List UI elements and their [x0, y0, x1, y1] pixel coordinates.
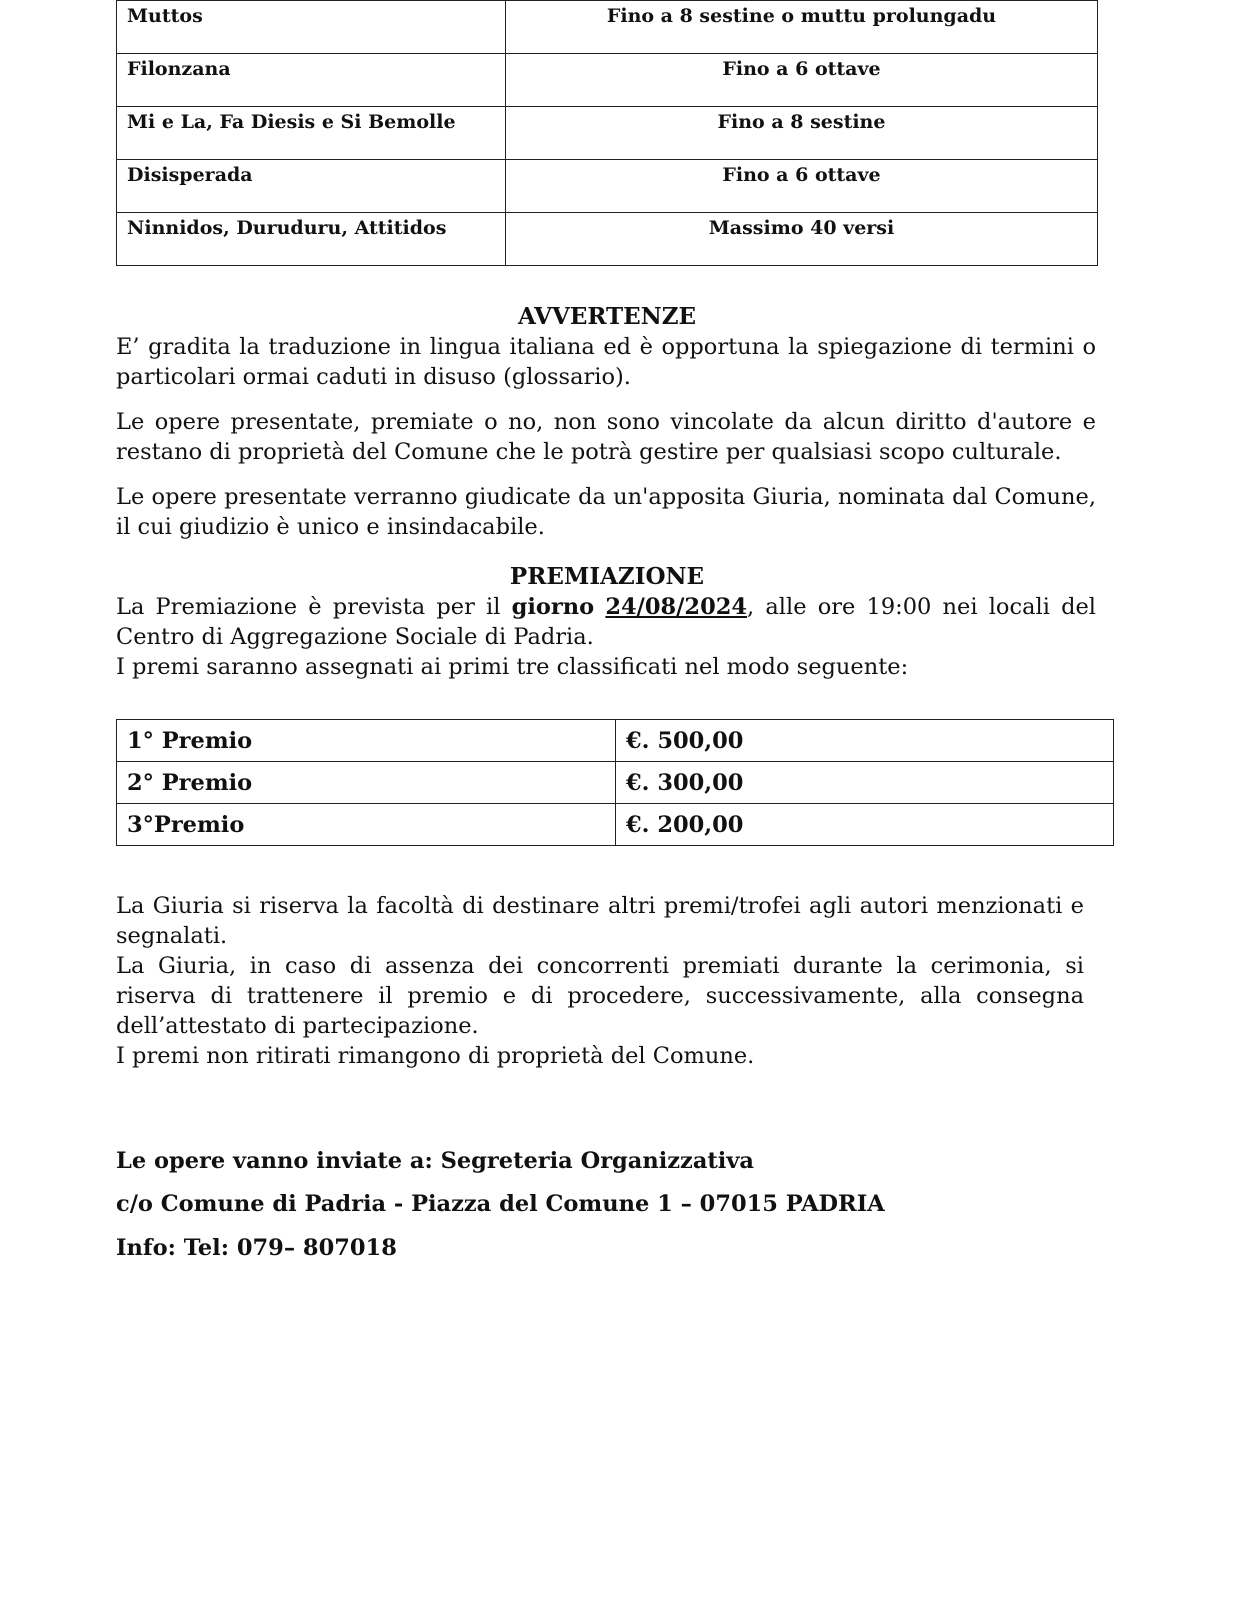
form-name-cell: Filonzana: [117, 54, 506, 107]
table-row: [117, 804, 1114, 846]
giuria-paragraph-3: I premi non ritirati rimangono di proprietà del Comune.: [116, 1043, 755, 1069]
premiazione-assign-line: I premi saranno assegnati ai primi tre classificati nel modo seguente:: [116, 654, 909, 680]
premiazione-intro-start: La Premiazione è prevista per il: [116, 594, 512, 620]
premiazione-heading: PREMIAZIONE: [509, 563, 705, 590]
premiazione-intro-end: , alle ore 19:00 nei locali del Centro di Aggregazione Sociale di Padria.: [116, 594, 1096, 650]
avvertenze-paragraph-2: Le opere presentate, premiate o no, non sono vincolate da alcun diritto d'autore e restano di proprietà del Comune che le potrà gestire per qualsiasi scopo culturale.: [116, 409, 1096, 465]
form-name-cell: Disisperada: [117, 160, 506, 213]
avvertenze-heading: AVVERTENZE: [517, 303, 697, 330]
table-row: [117, 720, 1114, 762]
avvertenze-paragraph-1: E’ gradita la traduzione in lingua italiana ed è opportuna la spiegazione di termini o particolari ormai caduti in disuso (glossario).: [116, 334, 1096, 390]
prize-amount-cell: €. 200,00: [616, 804, 1114, 846]
form-name-cell: Ninnidos, Duruduru, Attitidos: [117, 213, 506, 266]
giuria-paragraph-1: La Giuria si riserva la facoltà di destinare altri premi/trofei agli autori menzionati e segnalati.: [116, 893, 1084, 949]
contact-phone: Info: Tel: 079– 807018: [116, 1235, 397, 1261]
giuria-paragraph-2: La Giuria, in caso di assenza dei concorrenti premiati durante la cerimonia, si riserva di trattenere il premio e di procedere, successivamente, alla consegna dell’attestato di partecipazione.: [116, 953, 1084, 1039]
forms-table: [116, 0, 1098, 266]
table-row: [117, 54, 1098, 107]
form-limit-cell: Fino a 6 ottave: [506, 160, 1098, 213]
premiazione-intro: [116, 592, 1096, 652]
table-row: [117, 213, 1098, 266]
avvertenze-paragraph-3: Le opere presentate verranno giudicate da un'apposita Giuria, nominata dal Comune, il cui giudizio è unico e insindacabile.: [116, 484, 1096, 540]
prize-place-cell: 3°Premio: [117, 804, 616, 846]
prize-amount-cell: €. 300,00: [616, 762, 1114, 804]
table-row: [117, 1, 1098, 54]
prize-place-cell: 2° Premio: [117, 762, 616, 804]
table-row: [117, 107, 1098, 160]
form-name-cell: Mi e La, Fa Diesis e Si Bemolle: [117, 107, 506, 160]
form-limit-cell: Massimo 40 versi: [506, 213, 1098, 266]
table-row: [117, 762, 1114, 804]
table-row: [117, 160, 1098, 213]
form-limit-cell: Fino a 6 ottave: [506, 54, 1098, 107]
prize-place-cell: 1° Premio: [117, 720, 616, 762]
prize-table: [116, 719, 1114, 846]
form-limit-cell: Fino a 8 sestine: [506, 107, 1098, 160]
form-limit-cell: Fino a 8 sestine o muttu prolungadu: [506, 1, 1098, 54]
premiazione-date: 24/08/2024: [605, 594, 748, 620]
form-name-cell: Muttos: [117, 1, 506, 54]
contact-address: c/o Comune di Padria - Piazza del Comune 1 – 07015 PADRIA: [116, 1191, 885, 1217]
premiazione-day-label: giorno: [511, 594, 595, 620]
contact-line-1: Le opere vanno inviate a: Segreteria Organizzativa: [116, 1148, 754, 1174]
prize-amount-cell: €. 500,00: [616, 720, 1114, 762]
